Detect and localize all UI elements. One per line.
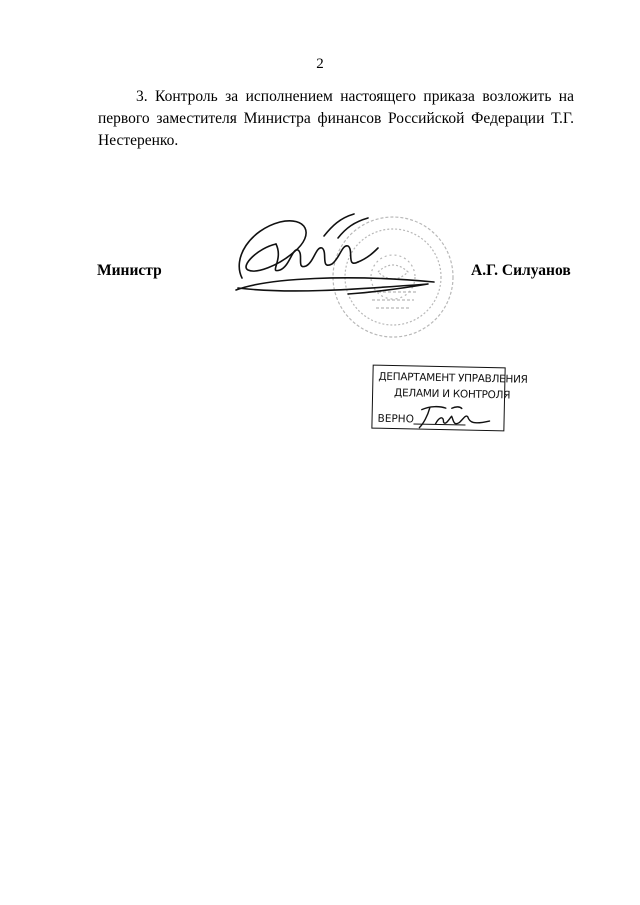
minister-signature-icon	[228, 208, 440, 300]
stamp-underline	[413, 423, 465, 425]
paragraph-control: 3. Контроль за исполнением настоящего приказа возложить на первого заместителя Министра финансов Российской Федерации Т.Г. Нестеренко.	[98, 88, 574, 149]
official-seal-icon	[328, 212, 458, 342]
signer-name: А.Г. Силуанов	[471, 262, 571, 279]
stamp-frame	[371, 365, 505, 432]
stamp-department-line2: ДЕЛАМИ И КОНТРОЛЯ	[393, 387, 511, 402]
stamp-initials-signature-icon	[415, 404, 492, 432]
certification-stamp	[371, 365, 528, 434]
stamp-department-line1: ДЕПАРТАМЕНТ УПРАВЛЕНИЯ	[378, 370, 528, 386]
signer-position: Министр	[97, 262, 162, 279]
stamp-verified-label: ВЕРНО	[377, 412, 415, 426]
page-number: 2	[316, 56, 324, 72]
